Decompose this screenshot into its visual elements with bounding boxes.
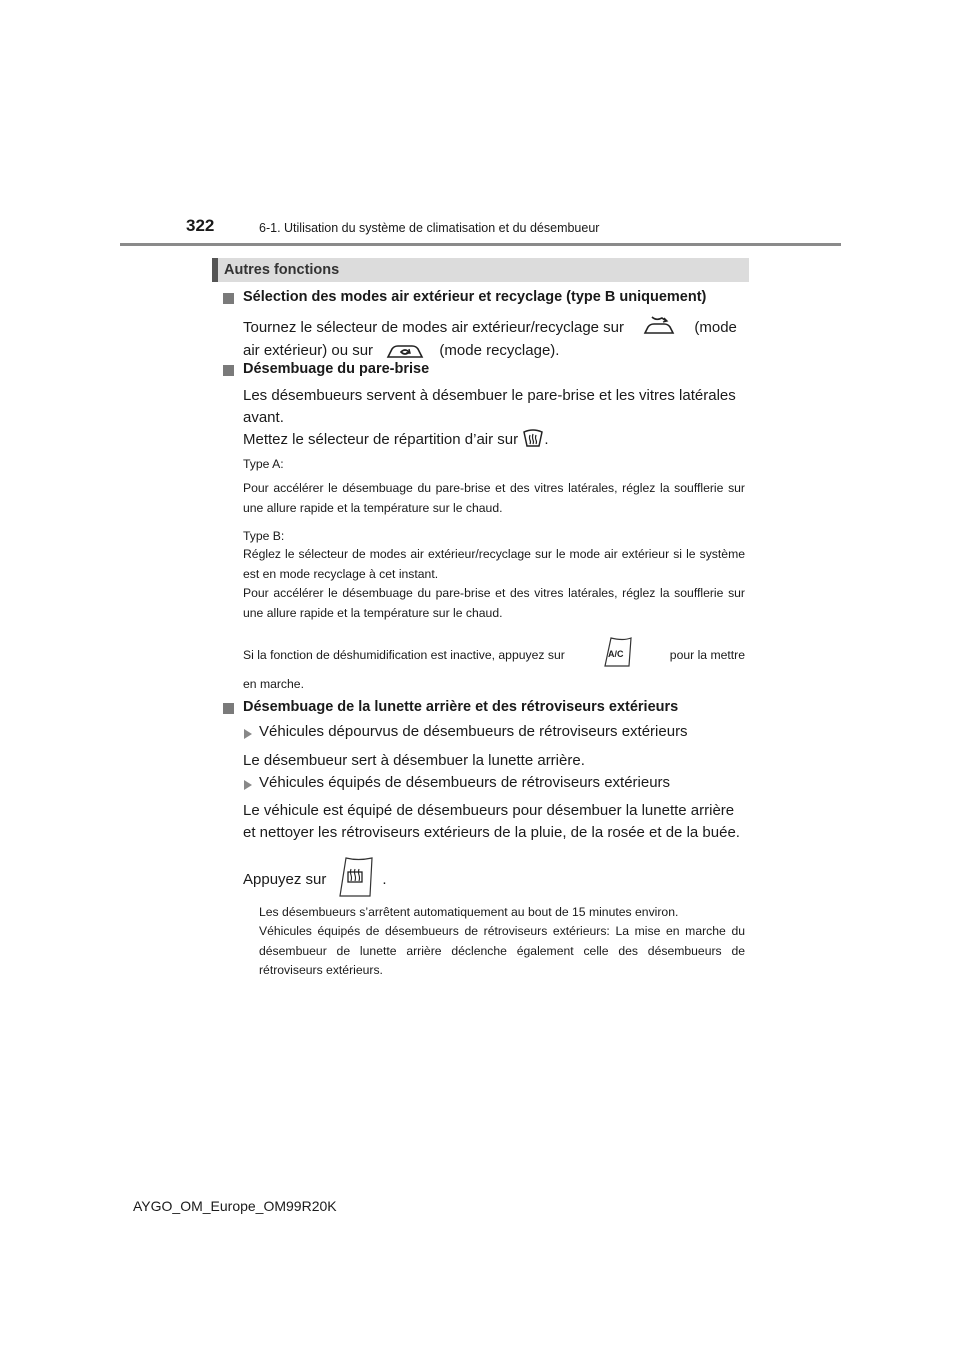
mirror-defog-text-l1: Le véhicule est équipé de désembueurs pour désembuer la lunette arrière (243, 802, 735, 819)
heading-rear-defog: Désembuage de la lunette arrière et des rétroviseurs extérieurs (243, 699, 679, 715)
ac-button-icon (597, 635, 637, 665)
section-header (212, 258, 749, 282)
document-id: AYGO_OM_Europe_OM99R20K (133, 1198, 337, 1214)
square-bullet-icon (223, 365, 234, 376)
triangle-bullet-icon (244, 780, 252, 790)
sub-heading-with-mirror-defog: Véhicules équipés de désembueurs de rétroviseurs extérieurs (259, 774, 671, 791)
note-auto-off: Les désembueurs s’arrêtent automatiquement au bout de 15 minutes environ. (259, 905, 679, 919)
windshield-body-l2: avant. (243, 409, 284, 426)
header-divider (120, 243, 841, 246)
square-bullet-icon (223, 703, 234, 714)
windshield-body-l3: Mettez le sélecteur de répartition d’air sur . (243, 428, 548, 452)
chapter-title: 6-1. Utilisation du système de climatisation et du désembueur (259, 221, 600, 235)
rear-defog-text: Le désembueur sert à désembuer la lunette arrière. (243, 752, 585, 769)
type-b-text1: Réglez le sélecteur de modes air extérieur/recyclage sur le mode air extérieur si le système est en mode recyclage à cet instant. (243, 547, 745, 581)
press-rear-defog: Appuyez sur . (243, 855, 387, 903)
type-b-text2: Pour accélérer le désembuage du pare-brise et des vitres latérales, réglez la soufflerie sur une allure rapide et la température sur le chaud. (243, 586, 745, 620)
type-a-label: Type A: (243, 457, 284, 471)
paragraph-air-mode: Tournez le sélecteur de modes air extérieur/recyclage sur (mode (243, 315, 745, 341)
svg-text:A/C: A/C (608, 648, 624, 659)
paragraph-air-mode-line2: air extérieur) ou sur (mode recyclage). (243, 338, 559, 364)
triangle-bullet-icon (244, 729, 252, 739)
heading-windshield-defog: Désembuage du pare-brise (243, 361, 430, 377)
windshield-body-l1: Les désembueurs servent à désembuer le pare-brise et les vitres latérales (243, 387, 736, 404)
section-title: Autres fonctions (224, 262, 340, 278)
windshield-defrost-icon (522, 428, 544, 452)
ac-instruction: Si la fonction de déshumidification est inactive, appuyez sur A/C pour la mettre (243, 646, 745, 666)
heading-air-mode-selection: Sélection des modes air extérieur et recyclage (type B uniquement) (243, 289, 707, 305)
page-number: 322 (186, 216, 215, 235)
type-a-text: Pour accélérer le désembuage du pare-brise et des vitres latérales, réglez la soufflerie sur une allure rapide et la température sur le chaud. (243, 481, 745, 515)
sub-heading-without-mirror-defog: Véhicules dépourvus de désembueurs de rétroviseurs extérieurs (259, 723, 688, 740)
ac-instruction-end: en marche. (243, 677, 304, 691)
outside-air-mode-icon (642, 315, 676, 341)
note-mirror-defog: Véhicules équipés de désembueurs de rétroviseurs extérieurs: La mise en marche du désembueur de lunette arrière déclenche également celle des désembueurs de rétroviseurs extérieurs. (259, 924, 745, 977)
rear-defogger-icon (334, 855, 378, 903)
mirror-defog-text-l2: et nettoyer les rétroviseurs extérieurs de la pluie, de la rosée et de la buée. (243, 824, 740, 841)
square-bullet-icon (223, 293, 234, 304)
section-marker (212, 258, 218, 282)
type-b-label: Type B: (243, 529, 285, 543)
